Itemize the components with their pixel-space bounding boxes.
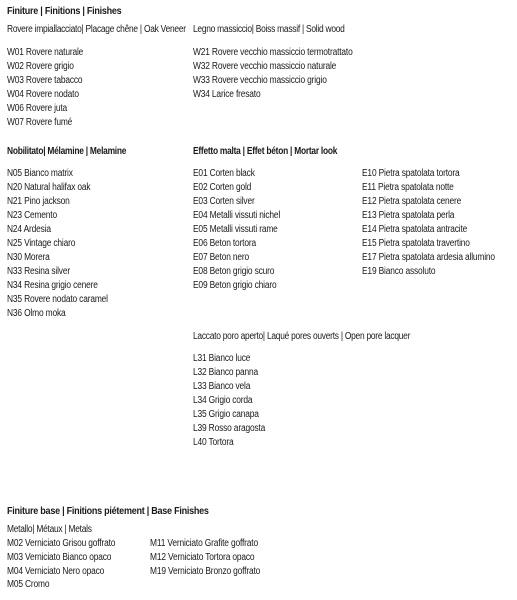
list-item: L39 Rosso aragosta	[193, 423, 266, 434]
solid-wood-list	[193, 46, 383, 102]
base-finishes-title: Finiture base | Finitions piétement | Base Finishes	[7, 505, 209, 517]
list-item: W02 Rovere grigio	[7, 61, 74, 72]
list-item: N33 Resina silver	[7, 266, 70, 277]
melamine-list	[7, 167, 127, 321]
metals-header: Metallo| Métaux | Metals	[7, 524, 92, 535]
list-item: E14 Pietra spatolata antracite	[362, 224, 468, 235]
list-item: L33 Bianco vela	[193, 381, 251, 392]
veneer-list	[7, 46, 98, 130]
list-item: E13 Pietra spatolata perla	[362, 210, 455, 221]
list-item: N20 Natural halifax oak	[7, 182, 91, 193]
list-item: L32 Bianco panna	[193, 367, 259, 378]
list-item: E06 Beton tortora	[193, 238, 256, 249]
list-item: L34 Grigio corda	[193, 395, 253, 406]
list-item: M12 Verniciato Tortora opaco	[150, 551, 255, 563]
metals-list-2	[150, 537, 281, 578]
list-item: E03 Corten silver	[193, 196, 255, 207]
list-item: E17 Pietra spatolata ardesia allumino	[362, 252, 495, 263]
list-item: W21 Rovere vecchio massiccio termotrattato	[193, 47, 353, 58]
list-item: N23 Cemento	[7, 210, 57, 221]
page-title: Finiture | Finitions | Finishes	[7, 5, 122, 17]
list-item: M03 Verniciato Bianco opaco	[7, 551, 112, 563]
list-item: W04 Rovere nodato	[7, 89, 79, 100]
list-item: E15 Pietra spatolata travertino	[362, 238, 470, 249]
list-item: E12 Pietra spatolata cenere	[362, 196, 462, 207]
list-item: W33 Rovere vecchio massiccio grigio	[193, 75, 327, 86]
list-item: M05 Cromo	[7, 579, 50, 591]
list-item: E01 Corten black	[193, 168, 255, 179]
mortar-list-2	[362, 167, 517, 279]
list-item: N36 Olmo moka	[7, 308, 66, 319]
veneer-header: Rovere impiallacciato| Placage chêne | Oak Veneer	[7, 24, 186, 35]
list-item: W06 Rovere juta	[7, 103, 68, 114]
mortar-list-1	[193, 167, 297, 293]
solid-wood-header: Legno massiccio| Boiss massif | Solid wood	[193, 24, 345, 35]
list-item: N21 Pino jackson	[7, 196, 70, 207]
list-item: N34 Resina grigio cenere	[7, 280, 98, 291]
list-item: N05 Bianco matrix	[7, 168, 73, 179]
list-item: N24 Ardesia	[7, 224, 51, 235]
list-item: N25 Vintage chiaro	[7, 238, 76, 249]
list-item: M02 Verniciato Grisou goffrato	[7, 538, 116, 549]
list-item: E11 Pietra spatolata notte	[362, 182, 454, 193]
lacquer-header: Laccato poro aperto| Laqué pores ouverts | Open pore lacquer	[193, 331, 411, 342]
melamine-header: Nobilitato| Mélamine | Melamine	[7, 146, 127, 157]
list-item: E19 Bianco assoluto	[362, 266, 436, 277]
list-item: E09 Beton grigio chiaro	[193, 280, 277, 291]
list-item: E10 Pietra spatolata tortora	[362, 168, 460, 179]
list-item: E04 Metalli vissuti nichel	[193, 210, 281, 221]
list-item: N30 Morera	[7, 252, 50, 263]
list-item: E02 Corten gold	[193, 182, 252, 193]
list-item: E05 Metalli vissuti rame	[193, 224, 278, 235]
list-item: N35 Rovere nodato caramel	[7, 294, 108, 305]
lacquer-list	[193, 352, 279, 450]
list-item: W01 Rovere naturale	[7, 47, 84, 58]
list-item: E07 Beton nero	[193, 252, 250, 263]
list-item: E08 Beton grigio scuro	[193, 266, 275, 277]
metals-list-1	[7, 537, 136, 592]
list-item: L40 Tortora	[193, 437, 234, 448]
mortar-header: Effetto malta | Effet béton | Mortar look	[193, 146, 338, 157]
list-item: W34 Larice fresato	[193, 89, 261, 100]
list-item: L35 Grigio canapa	[193, 409, 259, 420]
list-item: M11 Verniciato Grafite goffrato	[150, 538, 258, 549]
list-item: W03 Rovere tabacco	[7, 75, 83, 86]
list-item: W32 Rovere vecchio massiccio naturale	[193, 61, 337, 72]
list-item: M04 Verniciato Nero opaco	[7, 565, 105, 577]
list-item: M19 Verniciato Bronzo goffrato	[150, 565, 261, 577]
list-item: W07 Rovere fumé	[7, 117, 73, 128]
list-item: L31 Bianco luce	[193, 353, 251, 364]
